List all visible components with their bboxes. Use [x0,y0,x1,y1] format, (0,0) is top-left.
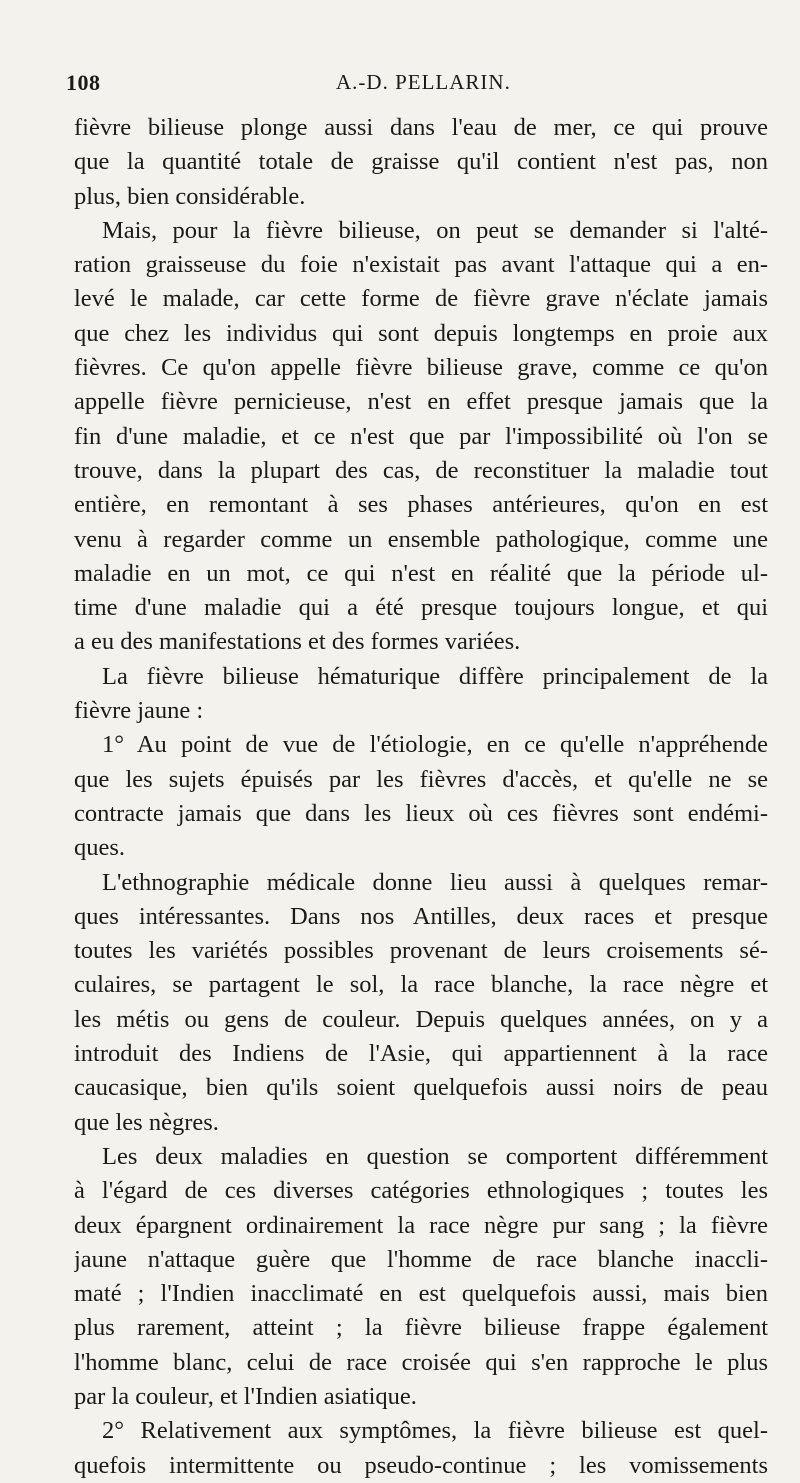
text-line: que les nègres. [74,1108,219,1136]
text-line: fièvre jaune : [74,697,204,725]
text-line: que la quantité totale de graisse qu'il contient n'est pas, non [74,148,768,176]
text-line: entière, en remontant à ses phases antérieures, qu'on en est [74,491,768,519]
text-line: ques. [74,834,126,862]
text-line: culaires, se partagent le sol, la race blanche, la race nègre et [74,971,768,999]
text-line: introduit des Indiens de l'Asie, qui appartiennent à la race [74,1040,768,1068]
text-line: maladie en un mot, ce qui n'est en réalité que la période ul- [74,559,768,587]
text-line: jaune n'attaque guère que l'homme de race blanche inaccli- [74,1245,768,1273]
text-line: l'homme blanc, celui de race croisée qui s'en rapproche le plus [74,1348,768,1376]
text-line: appelle fièvre pernicieuse, n'est en effet presque jamais que la [74,388,768,416]
text-line: a eu des manifestations et des formes variées. [74,628,521,656]
text-line: L'ethnographie médicale donne lieu aussi à quelques remar- [102,868,768,896]
text-line: plus, bien considérable. [74,182,306,210]
text-line: ration graisseuse du foie n'existait pas avant l'attaque qui a en- [74,251,768,279]
text-line: trouve, dans la plupart des cas, de reconstituer la maladie tout [74,456,768,484]
body-text [74,111,768,1483]
text-line: les métis ou gens de couleur. Depuis quelques années, on y a [74,1005,768,1033]
text-line: deux épargnent ordinairement la race nègre pur sang ; la fièvre [74,1211,768,1239]
text-line: maté ; l'Indien inacclimaté en est quelquefois aussi, mais bien [74,1280,768,1308]
page-header [66,70,766,100]
text-line: contracte jamais que dans les lieux où ces fièvres sont endémi- [74,799,768,827]
text-line: fièvres. Ce qu'on appelle fièvre bilieuse grave, comme ce qu'on [74,354,768,382]
text-line: 1° Au point de vue de l'étiologie, en ce qu'elle n'appréhende [102,731,768,759]
text-line: caucasique, bien qu'ils soient quelquefois aussi noirs de peau [74,1074,768,1102]
text-line: La fièvre bilieuse hématurique diffère principalement de la [102,662,768,690]
text-line: Mais, pour la fièvre bilieuse, on peut se demander si l'alté- [102,216,768,244]
text-line: levé le malade, car cette forme de fièvre grave n'éclate jamais [74,285,768,313]
text-line: fin d'une maladie, et ce n'est que par l'impossibilité où l'on se [74,422,768,450]
text-line: que chez les individus qui sont depuis longtemps en proie aux [74,319,768,347]
text-line: que les sujets épuisés par les fièvres d'accès, et qu'elle ne se [74,765,768,793]
text-line: time d'une maladie qui a été presque toujours longue, et qui [74,594,768,622]
text-line: à l'égard de ces diverses catégories ethnologiques ; toutes les [74,1177,768,1205]
text-line: venu à regarder comme un ensemble pathologique, comme une [74,525,768,553]
text-line: quefois intermittente ou pseudo-continue ; les vomissements [74,1451,768,1479]
text-line: plus rarement, atteint ; la fièvre bilieuse frappe également [74,1314,768,1342]
page-number: 108 [66,70,101,95]
text-line: Les deux maladies en question se comportent différemment [102,1142,768,1170]
text-line: 2° Relativement aux symptômes, la fièvre bilieuse est quel- [102,1417,768,1445]
text-line: fièvre bilieuse plonge aussi dans l'eau de mer, ce qui prouve [74,114,768,141]
running-head: A.-D. PELLARIN. [336,70,511,94]
text-line: par la couleur, et l'Indien asiatique. [74,1382,417,1410]
text-line: toutes les variétés possibles provenant de leurs croisements sé- [74,937,768,965]
text-line: ques intéressantes. Dans nos Antilles, deux races et presque [74,902,768,930]
